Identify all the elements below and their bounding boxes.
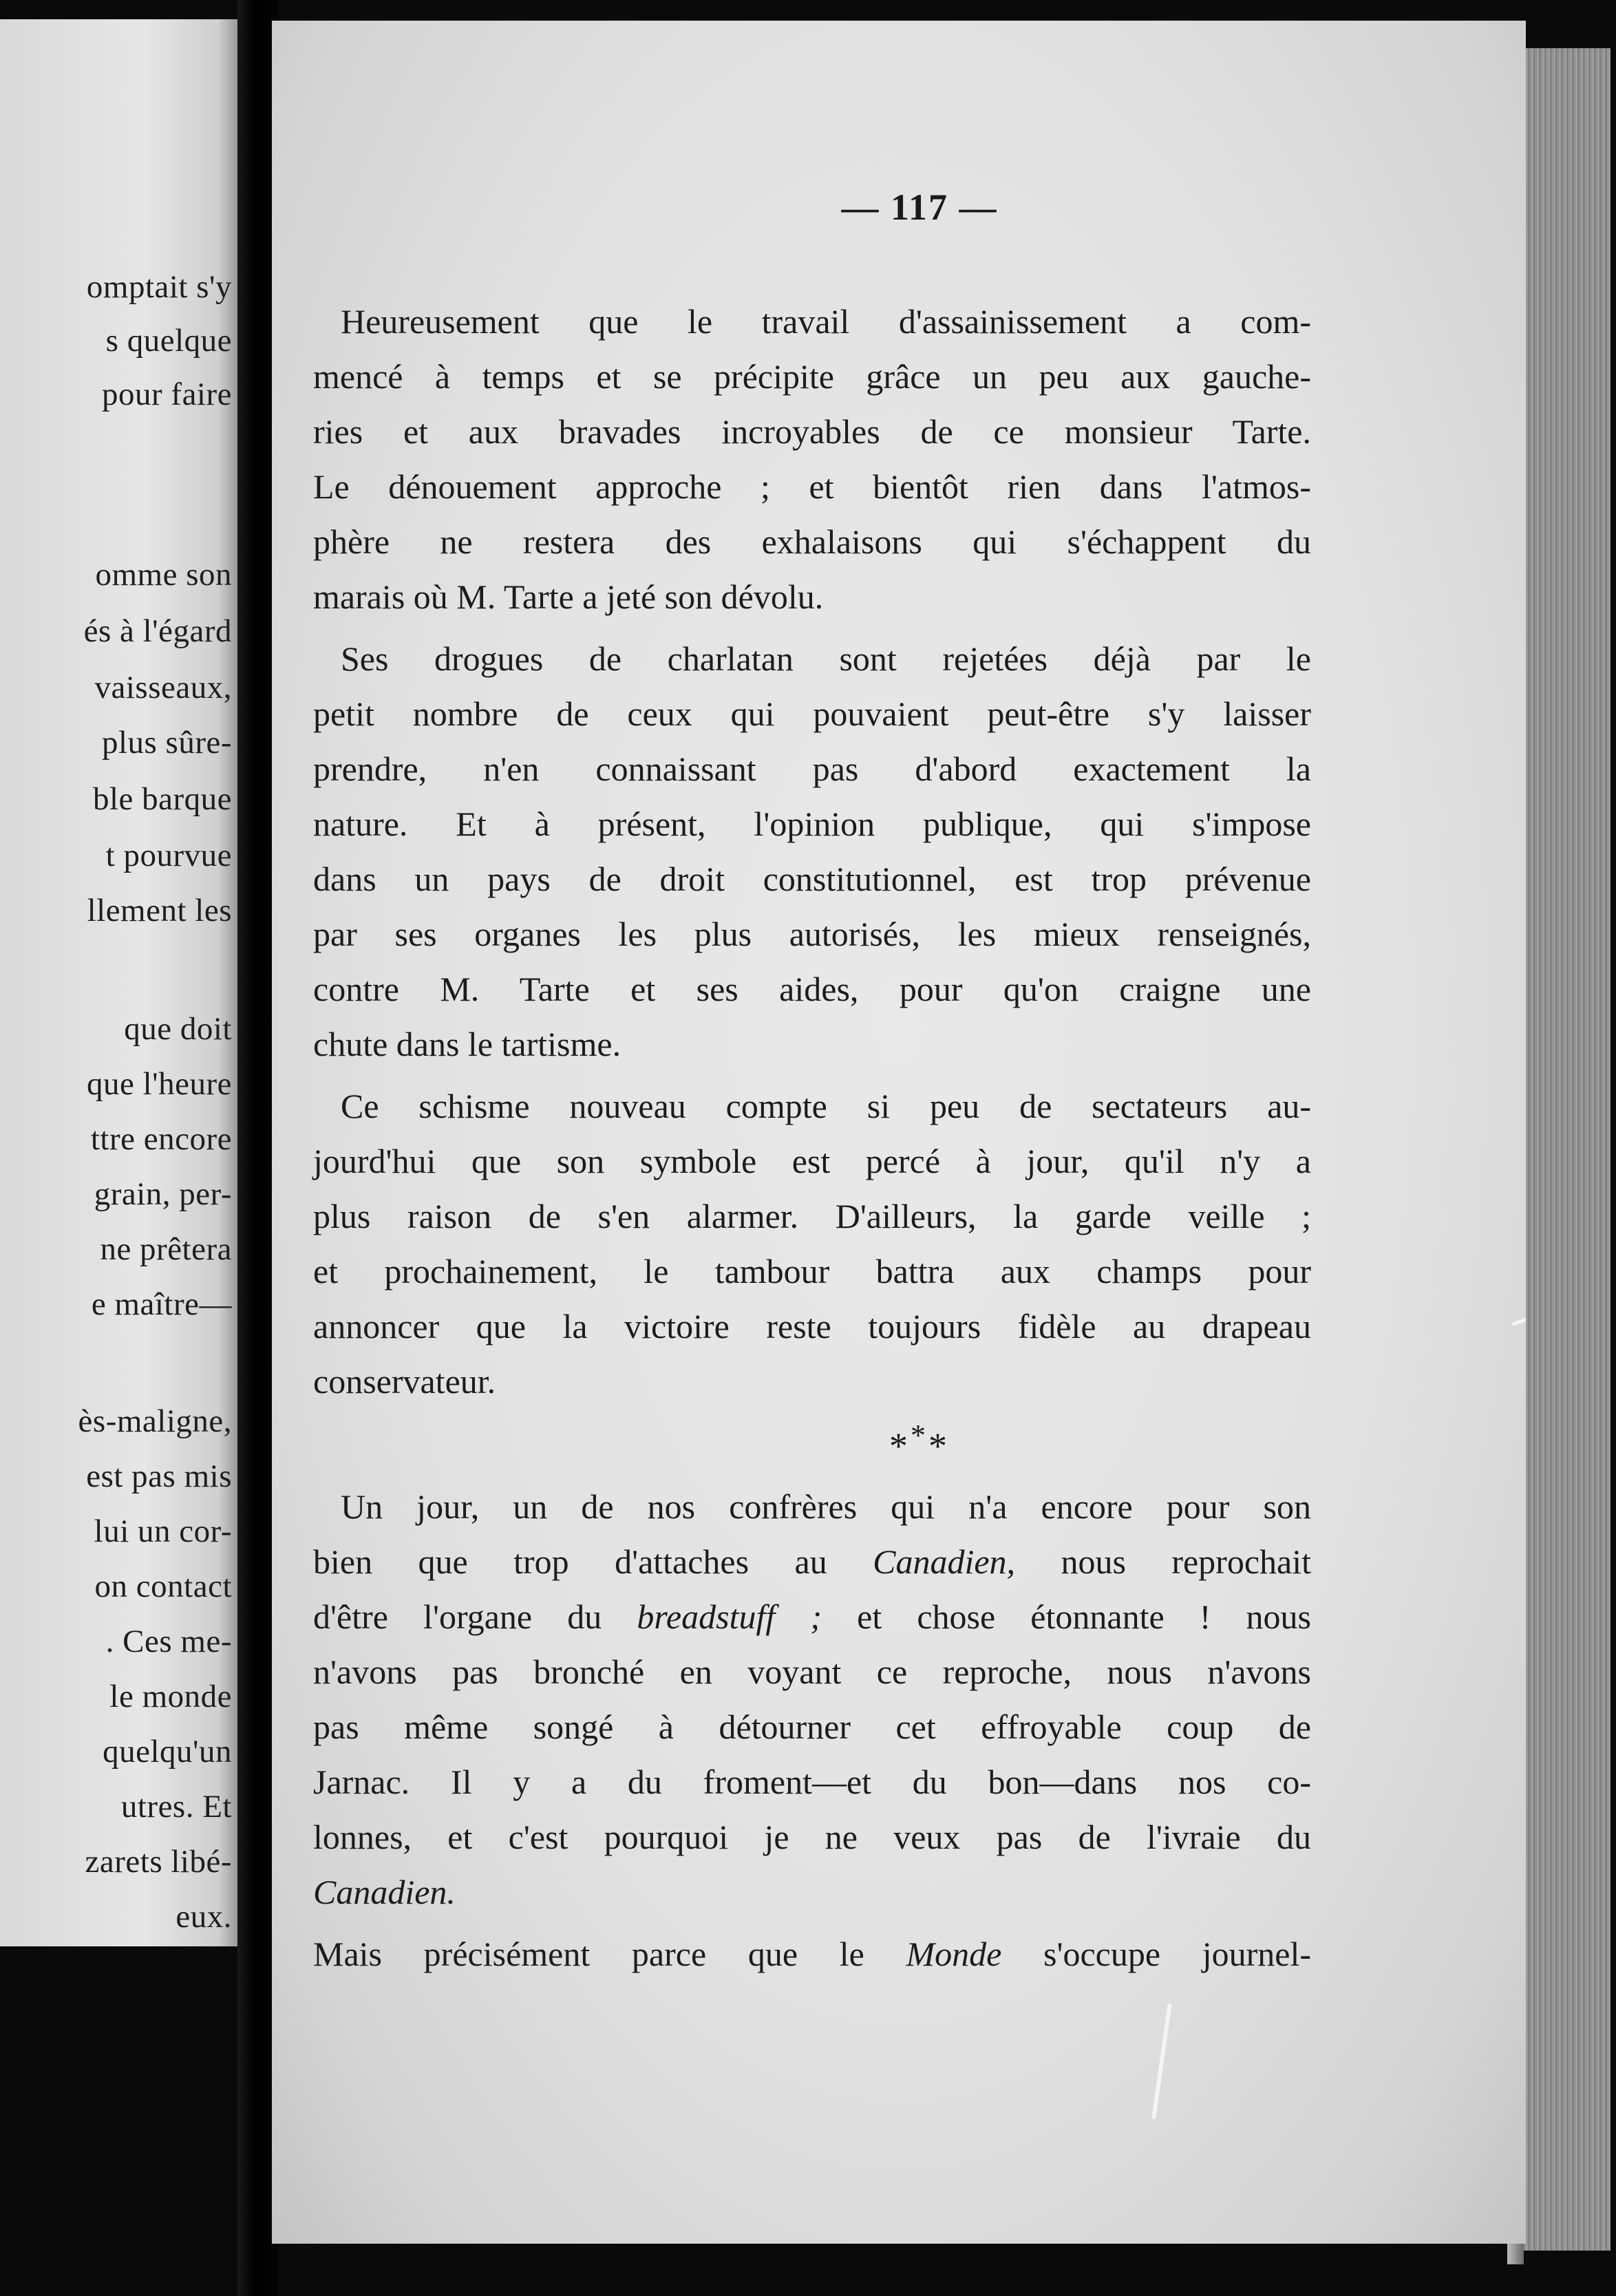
text-line: petit nombre de ceux qui pouvaient peut-être s'y laisser [313,694,1311,733]
italic-title: Monde [906,1935,1002,1973]
asterism-star: * [889,1425,911,1467]
text-line: lonnes, et c'est pourquoi je ne veux pas de l'ivraie du [313,1818,1311,1856]
left-page-line: zarets libé- [85,1844,232,1880]
left-page-line: grain, per- [94,1176,232,1212]
left-page-line: és à l'égard [83,613,232,649]
text-segment: et chose étonnante ! nous [822,1597,1312,1636]
main-page [272,21,1526,2244]
text-segment: bien que trop d'attaches au [313,1542,873,1581]
left-page-line: que l'heure [86,1066,232,1102]
text-line: Un jour, un de nos confrères qui n'a encore pour son [341,1487,1311,1526]
left-page-line: quelqu'un [103,1734,232,1769]
text-line: mencé à temps et se précipite grâce un peu aux gauche- [313,357,1311,396]
italic-title: Canadien, [873,1542,1016,1581]
left-page-fragment [0,19,237,1946]
left-page-line: le monde [109,1679,232,1714]
page-number: — 117 — [841,187,998,228]
left-page-line: pour faire [102,376,232,412]
left-page-line: s quelque [105,323,232,359]
text-line [313,1542,1311,1582]
text-line: et prochainement, le tambour battra aux champs pour [313,1252,1311,1290]
left-page-line: est pas mis [86,1458,232,1494]
book-page-edges [1514,48,1610,2251]
text-line: pas même songé à détourner cet effroyable coup de [313,1708,1311,1746]
text-line: Ses drogues de charlatan sont rejetées déjà par le [341,639,1311,678]
left-page-line: on contact [94,1569,232,1604]
text-segment: Mais précisément parce que le [313,1935,906,1973]
text-segment: nous reprochait [1015,1542,1311,1581]
left-page-line: vaisseaux, [94,670,232,705]
text-line: n'avons pas bronché en voyant ce reproche, nous n'avons [313,1652,1311,1691]
text-line: par ses organes les plus autorisés, les mieux renseignés, [313,915,1311,953]
left-page-line: llement les [87,893,232,928]
text-line: nature. Et à présent, l'opinion publique, qui s'impose [313,805,1311,843]
left-page-line: eux. [176,1899,232,1935]
left-page-line: omme son [95,557,232,593]
text-line: marais où M. Tarte a jeté son dévolu. [313,577,824,616]
text-line: chute dans le tartisme. [313,1025,621,1063]
text-line [313,1597,1311,1637]
text-line: plus raison de s'en alarmer. D'ailleurs, la garde veille ; [313,1197,1311,1235]
text-line: conservateur. [313,1362,496,1401]
text-line: ries et aux bravades incroyables de ce monsieur Tarte. [313,412,1311,451]
text-line: Le dénouement approche ; et bientôt rien dans l'atmos- [313,467,1311,506]
text-line: prendre, n'en connaissant pas d'abord exactement la [313,750,1311,788]
left-page-line: omptait s'y [86,269,232,305]
left-page-line: utres. Et [120,1789,232,1825]
italic-term: breadstuff ; [637,1597,822,1636]
text-line [313,1934,1311,1974]
text-line: Jarnac. Il y a du froment—et du bon—dans nos co- [313,1763,1311,1801]
left-page-line: ttre encore [90,1121,232,1157]
text-segment: s'occupe journel- [1001,1935,1311,1973]
left-page-line: e maître— [91,1286,232,1322]
left-page-line: que doit [124,1011,232,1047]
text-line: dans un pays de droit constitutionnel, est trop prévenue [313,860,1311,898]
left-page-line: lui un cor- [94,1513,232,1549]
text-line: Heureusement que le travail d'assainissement a com- [341,302,1311,341]
section-asterism [272,1418,1526,1467]
asterism-star: * [928,1425,950,1467]
left-page-line: t pourvue [105,838,232,873]
text-line: jourd'hui que son symbole est percé à jour, qu'il n'y a [313,1142,1311,1180]
text-segment: d'être l'organe du [313,1597,637,1636]
scan-scratch [1151,2003,1172,2119]
left-page-line: ble barque [92,781,232,817]
asterism-star: * [911,1418,928,1452]
text-line: phère ne restera des exhalaisons qui s'échappent du [313,522,1311,561]
text-line: contre M. Tarte et ses aides, pour qu'on craigne une [313,970,1311,1008]
text-line: annoncer que la victoire reste toujours fidèle au drapeau [313,1307,1311,1346]
italic-title: Canadien. [313,1873,456,1911]
left-page-line: plus sûre- [101,725,232,761]
left-page-line: . Ces me- [105,1624,232,1659]
left-page-line: ès-maligne, [78,1403,232,1439]
text-line [313,1872,1311,1912]
text-line: Ce schisme nouveau compte si peu de sectateurs au- [341,1087,1311,1125]
scan-scratch [1511,1306,1526,1326]
left-page-line: ne prêtera [100,1231,232,1267]
